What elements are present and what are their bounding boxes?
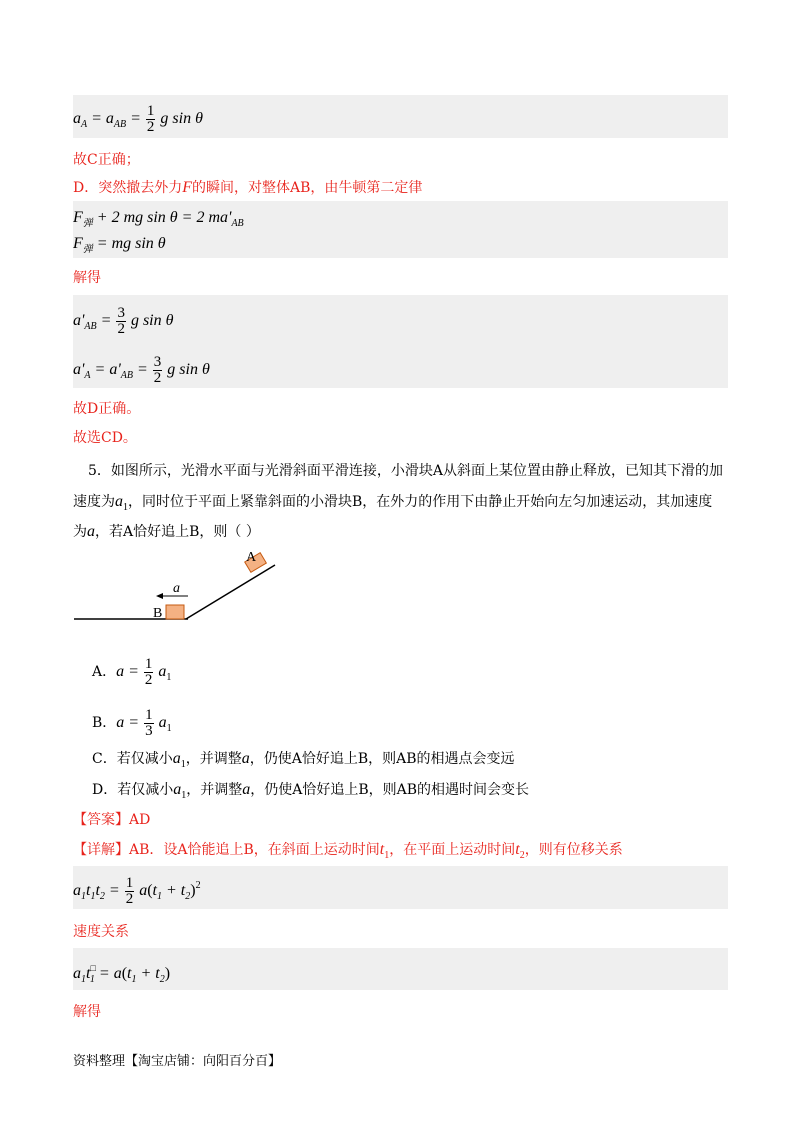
formula-velocity: $a_1t^□_1 = a(t_1 + t_2)$ bbox=[73, 963, 171, 985]
option-c: C．若仅减小$a_1$，并调整a，仍使A恰好追上B，则AB的相遇点会变远 bbox=[92, 750, 515, 770]
option-b: B．a = $\frac{1}{3}$ $a_1$ bbox=[92, 707, 172, 739]
jiede-2: 解得 bbox=[73, 1004, 101, 1020]
d-correct-text: 故D正确。 bbox=[73, 401, 141, 417]
block-b bbox=[166, 605, 184, 619]
formula-displacement: $a_1t_1t_2$ = $\frac{1}{2}$ $a(t_1 + t_2)^2$ bbox=[73, 875, 201, 907]
choose-cd-text: 故选CD。 bbox=[73, 430, 137, 446]
formula-aA-prime: $a'_A = a'_{AB}$ = $\frac{3}{2}$ g sin θ bbox=[73, 354, 210, 386]
formula-aAB-prime: $a'_{AB}$ = $\frac{3}{2}$ g sin θ bbox=[73, 305, 174, 337]
formula-spring-force: $F_弹$ = mg sin θ bbox=[73, 235, 166, 255]
answer-line: 【答案】AD bbox=[73, 812, 151, 828]
accel-label: a bbox=[173, 581, 180, 596]
option-d: D．若仅减小$a_1$，并调整a，仍使A恰好追上B，则AB的相遇时间会变长 bbox=[92, 781, 530, 801]
c-correct-text: 故C正确； bbox=[73, 152, 140, 168]
formula-box-5 bbox=[73, 948, 728, 990]
q5-line-1: 5．如图所示，光滑水平面与光滑斜面平滑连接，小滑块A从斜面上某位置由静止释放，已知其下滑的加 bbox=[88, 463, 724, 479]
incline-diagram bbox=[70, 545, 285, 625]
q5-line-2: 速度为$a_1$，同时位于平面上紧靠斜面的小滑块B，在外力的作用下由静止开始向左匀加速运动，其加速度 bbox=[73, 493, 713, 513]
footer-text: 资料整理【淘宝店铺：向阳百分百】 bbox=[73, 1054, 282, 1069]
block-a-label: A bbox=[246, 550, 257, 565]
accel-arrowhead bbox=[156, 593, 163, 599]
block-b-label: B bbox=[153, 606, 163, 621]
formula-aA-aAB: $a_A = a_{AB}$ = $\frac{1}{2}$ g sin θ bbox=[73, 103, 203, 135]
d-heading: D．突然撤去外力F的瞬间，对整体AB，由牛顿第二定律 bbox=[73, 179, 423, 196]
formula-spring-eq: $F_弹 + 2$ mg sin θ = 2 $ma'_{AB}$ bbox=[73, 209, 244, 229]
speed-relation-label: 速度关系 bbox=[73, 924, 129, 940]
option-a: A．a = $\frac{1}{2}$ $a_1$ bbox=[92, 656, 172, 688]
incline-line bbox=[186, 565, 275, 619]
jiede-1: 解得 bbox=[73, 270, 101, 286]
q5-line-3: 为a，若A恰好追上B，则（ ） bbox=[73, 523, 260, 540]
detail-line: 【详解】AB．设A恰能追上B，在斜面上运动时间$t_1$，在平面上运动时间$t_2$，则有位移关系 bbox=[73, 841, 623, 861]
